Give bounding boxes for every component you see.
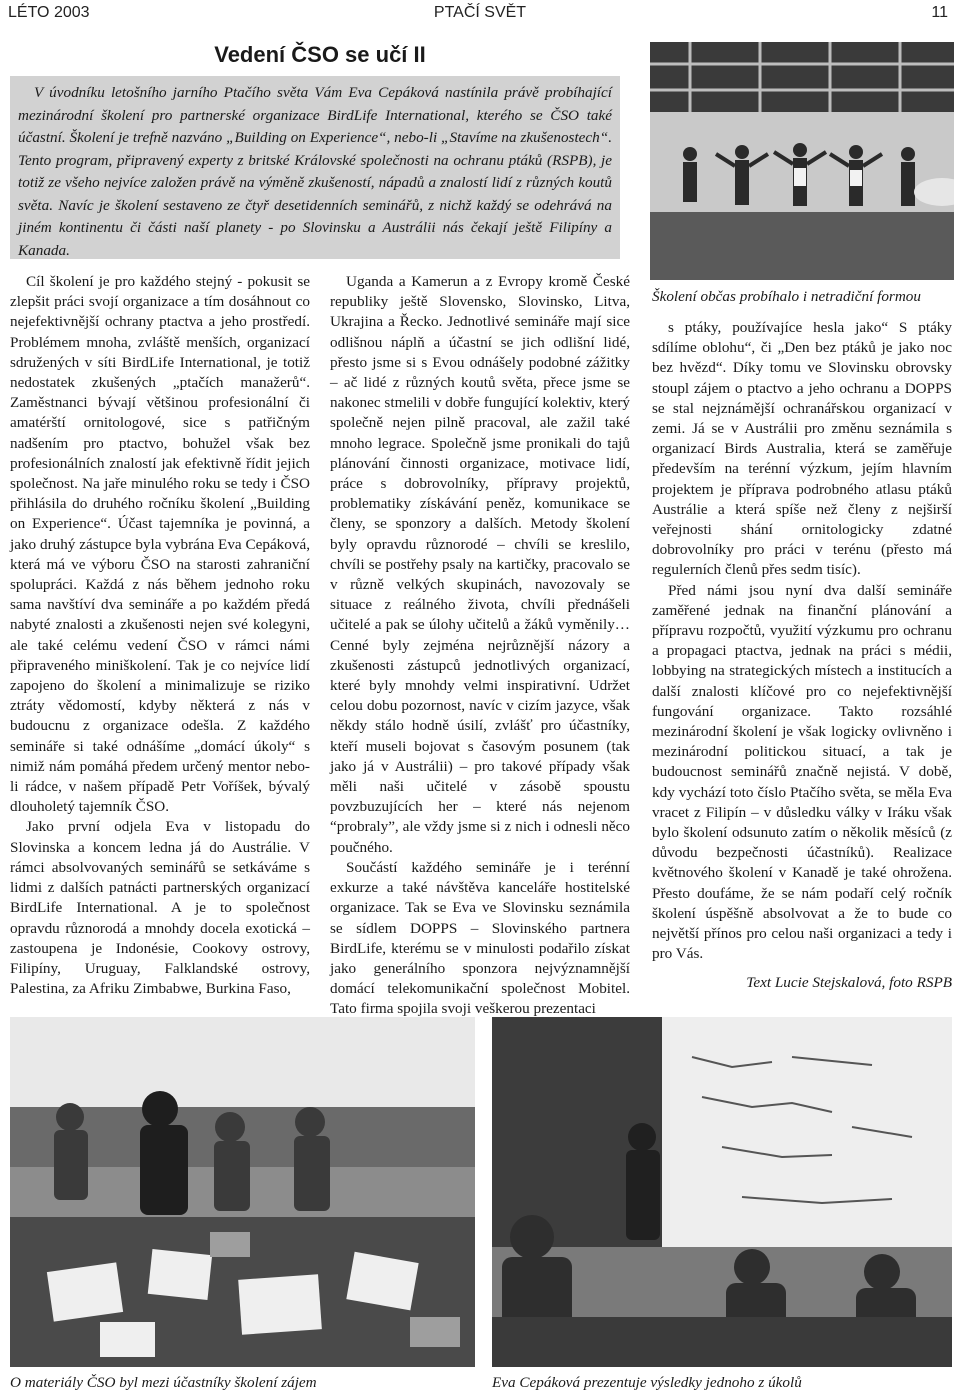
article-title: Vedení ČSO se učí II xyxy=(214,42,426,67)
photo-caption-bottom-right: Eva Cepáková prezentuje výsledky jednoho z úkolů xyxy=(492,1374,802,1391)
season-year: LÉTO 2003 xyxy=(8,4,90,21)
body-paragraph: Součástí každého semináře je i terénní exkurze a také návštěva kanceláře hostitelské organizace. Tak se Eva ve Slovinsku seznámila se sídlem DOPPS – Slovinského partnera BirdLife, kterému se v minulosti podařilo získat jako generálního sponzora nejvýznamnější domácí telekomunikační společnost Mobitel. Tato firma spojila svoji veškerou prezentaci xyxy=(330,858,630,1018)
lead-paragraph: V úvodníku letošního jarního Ptačího světa Vám Eva Cepáková nastínila právě probíhající mezinárodní školení pro partnerské organizace BirdLife International, kterého se ČSO také účastní. Školení je trefně nazváno „Building on Experience“, nebo-li „Stavíme na zkušenostech“. Tento program, připravený experty z britské Královské společnosti na ochranu ptáků (RSPB), je totiž ze všeho nejvíce založen právě na výměně zkušeností, nápadů a znalostí lidí z různých koutů světa. Navíc je školení sestaveno ze čtyř desetidenních seminářů, z nichž každý se odehrává na jiném kontinentu či části naší planety - po Slovinsku a Austrálii nás čekají ještě Filipíny a Kanada. xyxy=(18,84,612,259)
photo-participants-materials xyxy=(10,1017,475,1367)
photo-caption-top: Školení občas probíhalo i netradiční formou xyxy=(652,288,921,305)
body-paragraph: Jako první odjela Eva v listopadu do Slovinska a koncem ledna já do Austrálie. V rámci absolvovaných seminářů se setkáváme s lidmi z dalších patnácti partnerských organizací BirdLife International. A je to společnost opravdu různorodá a mnohdy docela exotická – zastoupena je Indonésie, Cookovy ostrovy, Filipíny, Uruguay, Falklandské ostrovy, Palestina, za Afriku Zimbabwe, Burkina Faso, xyxy=(10,818,310,998)
lead-box xyxy=(10,76,620,259)
body-paragraph: Cíl školení je pro každého stejný - pokusit se zlepšit práci svojí organizace a tím dosáhnout co nejefektivnější ochrany ptactva a jeho prostředí. Problémem mnoha, zvláště menších, organizací sdružených v síti BirdLife International, je totiž nedostatek zkušených „ptačích manažerů“. Zaměstnanci bývají většinou profesionální či amatérští ornitologové, sice s patřičným nadšením pro ptactvo, bohužel však bez profesionálních znalostí jak efektivně řídit jejich společnost. Na jaře minulého roku se tedy i ČSO přihlásila do druhého ročníku školení „Building on Experience“. Účast tajemníka je povinná, a jako druhý zástupce byla vybrána Eva Cepáková, která má ve výboru ČSO na starosti zahraniční spolupráci. Každá z nás během jednoho roku sama navštíví dva semináře a po každém předá nabyté znalosti a zkušenosti nejen své kolegyni, ale také celému vedení ČSO v rámci námi připraveného miniškolení. Tak je co nejvíce lidí zapojeno do školení a minimalizuje se riziko ztráty vědomostí, kdyby některá z nás v budoucnu z organizace odešla. Z každého semináře si také odnášíme „domácí úkoly“ s nimiž nám pomáhá předem určený mentor nebo-li rádce, v našem případě Petr Voříšek, bývalý dlouholetý tajemník ČSO. xyxy=(10,273,310,816)
text-column-1 xyxy=(10,272,310,999)
photo-caption-bottom-left: O materiály ČSO byl mezi účastníky školení zájem xyxy=(10,1374,317,1391)
body-paragraph: s ptáky, používajíce hesla jako“ S ptáky sdílíme oblohu“, či „Den bez ptáků je jako noc bez hvězd“. Díky tomu ve Slovinsku obrovsky stoupl zájem o ptactvo a jeho ochranu a DOPPS se stal nejznámější ochranářskou organizací v zemi. Já se v Austrálii pro změnu seznámila s organizací Birds Australia, která se zaměřuje především na terénní výzkum, jejím hlavním projektem je příprava podrobného atlasu ptáků Austrálie a která spíše než členy z nejširší veřejnosti shání ornitologicky zdatné dobrovolníky pro práci v terénu (přesto má regulerních členů přes sedm tisíc). xyxy=(652,319,952,579)
text-column-3 xyxy=(652,318,952,993)
body-paragraph: Uganda a Kamerun a z Evropy kromě České republiky ještě Slovensko, Slovinsko, Litva, Ukrajina a Řecko. Jednotlivé semináře mají sice odlišnou náplň a účastní se jich odlišní lidé, přesto jsme si s Evou odnášely podobné zážitky – ač lidé z různých koutů světa, přece jsme se nakonec stmelili v dobře fungující kolektiv, který společně nejen pilně pracoval, ale zažil také mnoho legrace. Společně jsme pronikali do tajů plánování činnosti organizace, motivace lidí, práce s dobrovolníky, přípravy projektů, problematiky získávání peněz, komunikace se členy, se sponzory a dalších. Metody školení byly opravdu různorodé – chvíli se kreslilo, chvíli se postřehy psaly na kartičky, pracovalo se v různě velkých skupinách, navozovaly se situace z reálného života, chvíli přednášeli učitelé a pak se úlohy učitelů a žáků vyměnily… Cenné byly zejména nejrůznější názory a zkušenosti zástupců jednotlivých organizací, které byly mnohdy velmi inspirativní. Udržet celou dobu pozornost, navíc v cizím jazyce, však někdy stálo hodně úsilí, zvlášť pro účastníky, kteří museli bojovat s časovým posunem (tak jako já v Austrálii) – pro takové případy však měli naši učitelé v zásobě spoustu povzbuzujících her – které nás nejenom “probraly”, ale vždy jsme si z nich i odnesli něco poučného. xyxy=(330,273,630,856)
photo-training-exercise xyxy=(650,42,954,280)
photo-presentation xyxy=(492,1017,952,1367)
running-header xyxy=(0,0,960,26)
magazine-name: PTAČÍ SVĚT xyxy=(433,4,527,21)
text-column-2 xyxy=(330,272,630,1020)
body-paragraph: Před námi jsou nyní dva další semináře zaměřené jednak na finanční plánování a přípravu rozpočtů, využití výzkumu pro ochranu a propagaci ptactva, jednak na práci s médii, lobbying na strategických místech a institucích a další znalosti klíčové pro co nejefektivnější fungování organizace. Takto rozsáhlé mezinárodní školení je však logicky ovlivněno i mezinárodní politickou situací, a tak je budoucnost seminářů značně nejistá. V době, kdy vychází toto číslo Ptačího světa, se měla Eva vracet z Filipín – v důsledku války v Iráku však bylo školení odsunuto zatím o několik měsíců (z důvodu bezpečnosti účastníků). Realizace květnového školení v Kanadě je také ohrožena. Přesto doufáme, že se nám podaří celý ročník školení úspěšně absolvovat a že to bude co největší přínos pro celou naši organizaci a tedy i pro Vás. xyxy=(652,581,952,963)
author-credit: Text Lucie Stejskalová, foto RSPB xyxy=(746,973,952,991)
page-number: 11 xyxy=(931,4,948,21)
